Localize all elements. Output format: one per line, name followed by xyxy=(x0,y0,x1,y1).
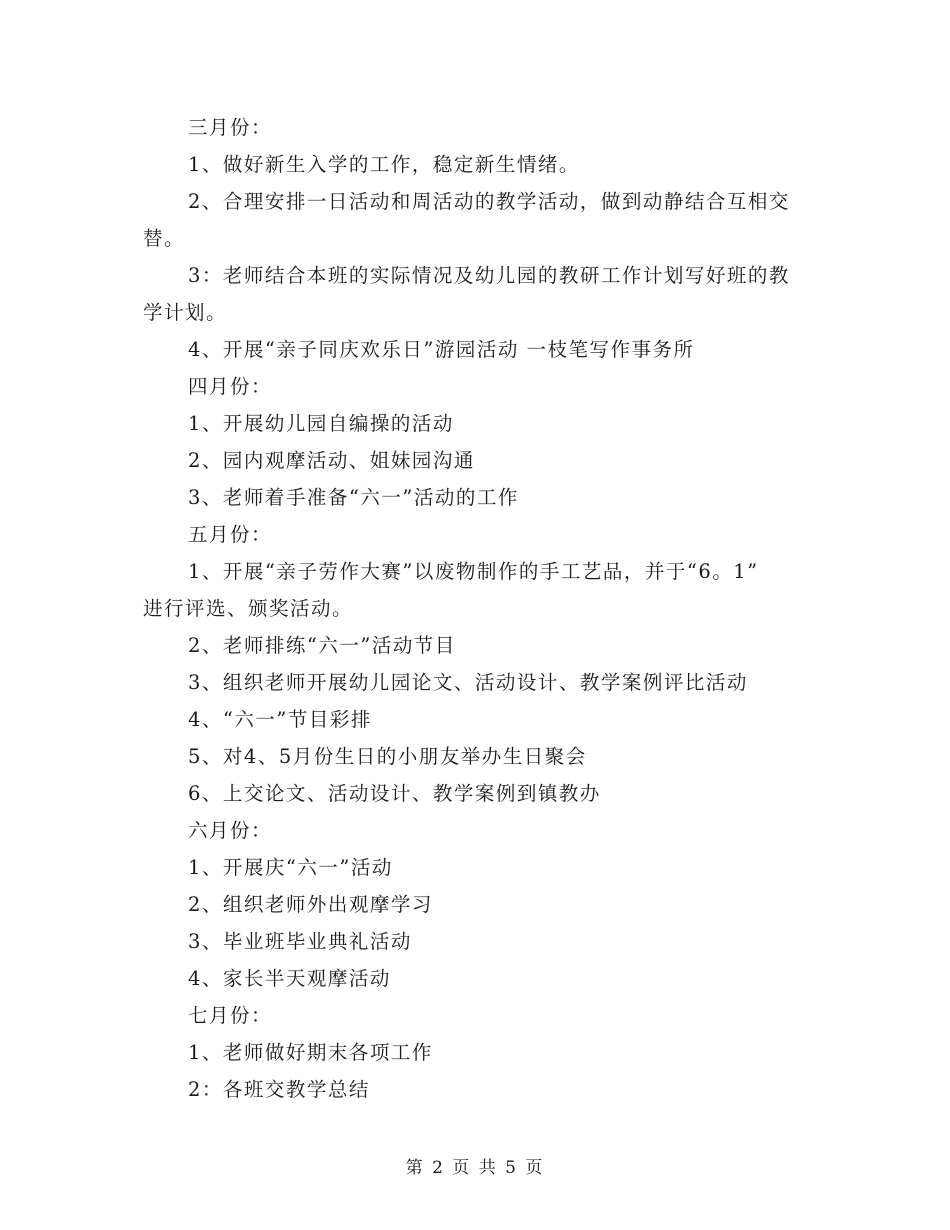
text-line: 3、老师着手准备“六一”活动的工作 xyxy=(188,486,519,509)
text-line: 3：老师结合本班的实际情况及幼儿园的教研工作计划写好班的教 xyxy=(188,264,790,287)
text-line: 四月份： xyxy=(188,375,273,398)
text-line: 六月份： xyxy=(188,819,273,842)
text-line: 2：各班交教学总结 xyxy=(188,1078,370,1101)
page-footer: 第 2 页 共 5 页 xyxy=(405,1158,545,1178)
text-line: 4、“六一”节目彩排 xyxy=(188,708,372,731)
text-line: 1、开展“亲子劳作大赛”以废物制作的手工艺品，并于“6。1” xyxy=(188,560,759,583)
text-line: 1、老师做好期末各项工作 xyxy=(188,1041,433,1064)
text-line: 三月份： xyxy=(188,116,273,139)
text-line: 替。 xyxy=(143,227,186,250)
text-line: 1、开展庆“六一”活动 xyxy=(188,856,393,879)
text-line: 4、开展“亲子同庆欢乐日”游园活动 一枝笔写作事务所 xyxy=(188,338,695,361)
text-line: 1、做好新生入学的工作，稳定新生情绪。 xyxy=(188,153,580,176)
text-line: 2、组织老师外出观摩学习 xyxy=(188,893,433,916)
document-body xyxy=(143,109,813,1108)
text-line: 学计划。 xyxy=(143,301,228,324)
text-line: 3、组织老师开展幼儿园论文、活动设计、教学案例评比活动 xyxy=(188,671,748,694)
text-line: 5、对4、5月份生日的小朋友举办生日聚会 xyxy=(188,745,587,768)
text-line: 进行评选、颁奖活动。 xyxy=(143,597,354,620)
text-line: 1、开展幼儿园自编操的活动 xyxy=(188,412,454,435)
text-line: 4、家长半天观摩活动 xyxy=(188,967,391,990)
text-line: 七月份： xyxy=(188,1004,273,1027)
text-line: 2、老师排练“六一”活动节目 xyxy=(188,634,456,657)
text-line: 2、园内观摩活动、姐妹园沟通 xyxy=(188,449,475,472)
text-line: 3、毕业班毕业典礼活动 xyxy=(188,930,412,953)
text-line: 五月份： xyxy=(188,523,273,546)
text-line: 6、上交论文、活动设计、教学案例到镇教办 xyxy=(188,782,601,805)
text-line: 2、合理安排一日活动和周活动的教学活动，做到动静结合互相交 xyxy=(188,190,790,213)
